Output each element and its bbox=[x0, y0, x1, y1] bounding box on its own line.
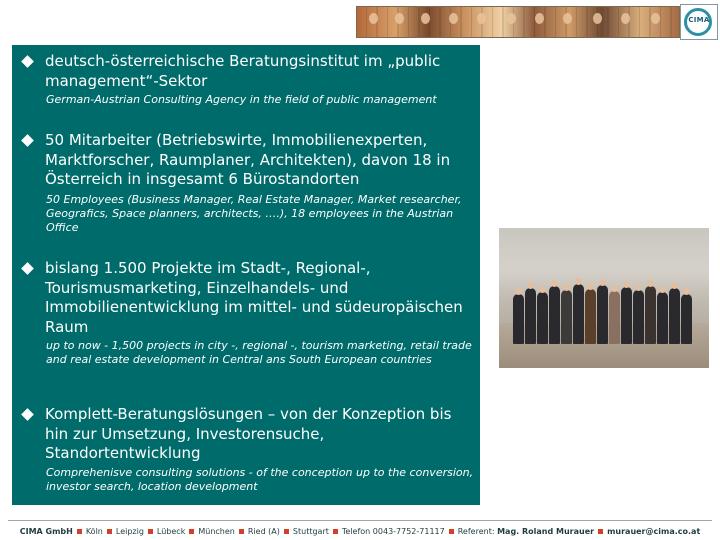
footer-city: Lübeck bbox=[156, 527, 186, 536]
logo-text: CIMA bbox=[688, 16, 710, 24]
footer-email: murauer@cima.co.at bbox=[607, 527, 701, 536]
item-text-de: bislang 1.500 Projekte im Stadt-, Regional-, Tourismusmarketing, Einzelhandels- und Immobilienentwicklung im mittel- und südeuropäischen Raum bbox=[45, 259, 463, 336]
item-text-en: German-Austrian Consulting Agency in the field of public management bbox=[46, 93, 437, 106]
item-text-de: deutsch-österreichische Beratungsinstitut im „public management“-Sektor bbox=[45, 52, 441, 90]
team-group-photo bbox=[499, 228, 709, 368]
item-text-de: Komplett-Beratungslösungen – von der Konzeption bis hin zur Umsetzung, Investorensuche, Standortentwicklung bbox=[45, 405, 452, 462]
cima-logo bbox=[680, 4, 718, 40]
diamond-bullet-icon bbox=[21, 262, 34, 275]
footer-referent-label: Referent: bbox=[457, 527, 495, 536]
footer-city: Leipzig bbox=[115, 527, 144, 536]
footer bbox=[0, 525, 720, 539]
diamond-bullet-icon bbox=[21, 134, 34, 147]
diamond-bullet-icon bbox=[21, 55, 34, 68]
footer-city: Ried (A) bbox=[247, 527, 280, 536]
footer-city: München bbox=[198, 527, 235, 536]
footer-city: Stuttgart bbox=[292, 527, 329, 536]
item-text-en: 50 Employees (Business Manager, Real Estate Manager, Market researcher, Geografics, Space planners, architects, ….), 18 employees in the Austrian Office bbox=[46, 193, 462, 234]
footer-phone: Telefon 0043-7752-71117 bbox=[341, 527, 445, 536]
diamond-bullet-icon bbox=[21, 408, 34, 421]
item-text-en: Comprehenisve consulting solutions - of the conception up to the conversion, investor search, location development bbox=[46, 466, 474, 493]
item-text-de: 50 Mitarbeiter (Betriebswirte, Immobilienexperten, Marktforscher, Raumplaner, Architekten), davon 18 in Österreich in insgesamt 6 Bürostandorten bbox=[45, 131, 451, 188]
content-panel bbox=[12, 45, 480, 505]
footer-company: CIMA GmbH bbox=[19, 527, 73, 536]
team-photo-strip bbox=[356, 6, 680, 38]
footer-divider bbox=[8, 520, 712, 521]
footer-referent-name: Mag. Roland Murauer bbox=[497, 527, 595, 536]
footer-city: Köln bbox=[85, 527, 103, 536]
item-text-en: up to now - 1,500 projects in city -, regional -, tourism marketing, retail trade and real estate development in Central ans South European countries bbox=[46, 339, 472, 366]
